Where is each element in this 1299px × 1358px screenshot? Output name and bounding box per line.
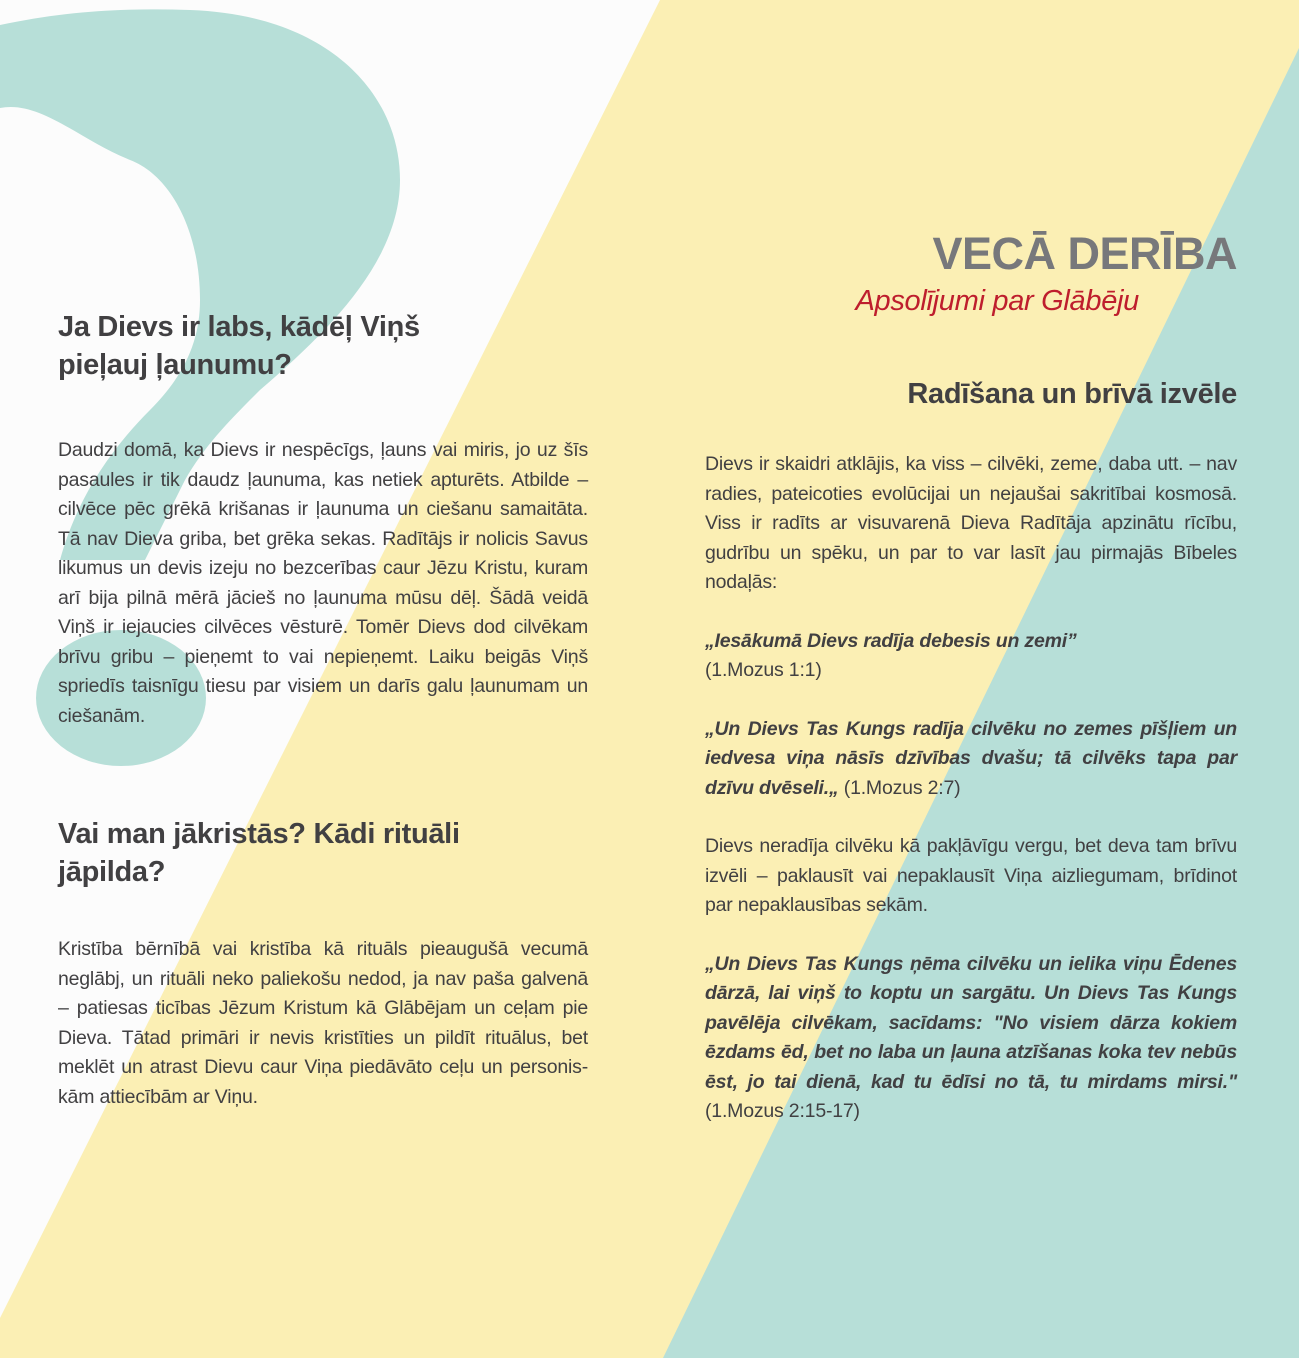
quote-reference: (1.Mozus 2:15-17) [705, 1100, 860, 1122]
section-heading-creation: Radīšana un brīvā izvēle [907, 378, 1237, 410]
quote-text: „Iesākumā Dievs radīja debesis un zemi” [705, 629, 1077, 652]
section-heading: Vai man jākristās? Kādi rituāli jāpilda? [58, 818, 460, 888]
right-section-creation [705, 450, 1237, 1127]
free-will-paragraph: Dievs neradīja cilvēku kā pakļāvīgu vergu, bet deva tam brīvu izvēli – paklausīt vai nepaklausīt Viņa aizliegumam, brīdinot par nepaklausības sekām. [705, 835, 1237, 916]
quote-reference: (1.Mozus 2:7) [838, 776, 961, 799]
left-section-baptism [58, 815, 588, 1112]
page-subtitle: Apsolījumi par Glābēju [855, 285, 1139, 317]
section-body: Daudzi domā, ka Dievs ir nespēcīgs, ļauns vai miris, jo uz šīs pasaules ir tik daudz ļaunuma, kas netiek apturēts. Atbilde – cilvēce pēc grēkā krišanas ir ļaunuma un ciešanu samaitāta. Tā nav Dieva griba, bet grēka sekas. Radītājs ir nolicis Savus likumus un devis izeju no bezcerības caur Jēzu Kristu, kuram arī bija pilnā mērā jācieš no ļaunuma mūsu dēļ. Šādā veidā Viņš ir iejaucies cilvēces vēsturē. Tomēr Dievs dod cilvēkam brīvu gribu – pieņemt to vai nepieņemt. Laiku beigās Viņš spriedīs taisnīgu tiesu par visiem un darīs galu ļaunumam un ciešanām. [58, 439, 588, 727]
page-title: VECĀ DERĪBA [932, 228, 1237, 279]
quote-text: „Un Dievs Tas Kungs radīja cilvēku no zemes pīšļiem un iedvesa viņa nāsīs dzīvības dvašu; tā cilvēks tapa par dzīvu dvēseli.„ [705, 717, 1237, 799]
section-heading: Ja Dievs ir labs, kādēļ Viņš pieļauj ļaunumu? [58, 311, 420, 381]
scripture-quote [705, 627, 1237, 686]
section-body: Kristība bērnībā vai kristība kā rituāls pieaugušā vecumā neglābj, un rituāli neko paliekošu nedod, ja nav paša galvenā – patiesas ticības Jēzum Kristum kā Glābējam un ceļam pie Dieva. Tātad primāri ir nevis kristīties un pildīt rituālus, bet meklēt un atrast Dievu caur Viņa piedāvāto ceļu un personis-kām attiecībām ar Viņu. [58, 938, 588, 1108]
intro-paragraph: Dievs ir skaidri atklājis, ka viss – cilvēki, zeme, daba utt. – nav radies, pateicoties evolūcijai un nejaušai sakritībai kosmosā. Viss ir radīts ar visuvarenā Dieva Radītāja apzinātu rīcību, gudrību un spēku, un par to var lasīt jau pirmajās Bībeles nodaļās: [705, 453, 1237, 593]
scripture-quote [705, 715, 1237, 804]
scripture-quote [705, 950, 1237, 1127]
left-section-evil [58, 308, 588, 731]
quote-text: „Un Dievs Tas Kungs ņēma cilvēku un ielika viņu Ēdenes dārzā, lai viņš to koptu un sargātu. Un Dievs Tas Kungs pavēlēja cilvēkam, sacīdams: "No visiem dārza kokiem ēzdams ēd, bet no laba un ļauna atzīšanas koka tev nebūs ēst, jo tai dienā, kad tu ēdīsi no tā, tu mirdams mirsi." [705, 952, 1237, 1093]
quote-reference: (1.Mozus 1:1) [705, 659, 822, 681]
